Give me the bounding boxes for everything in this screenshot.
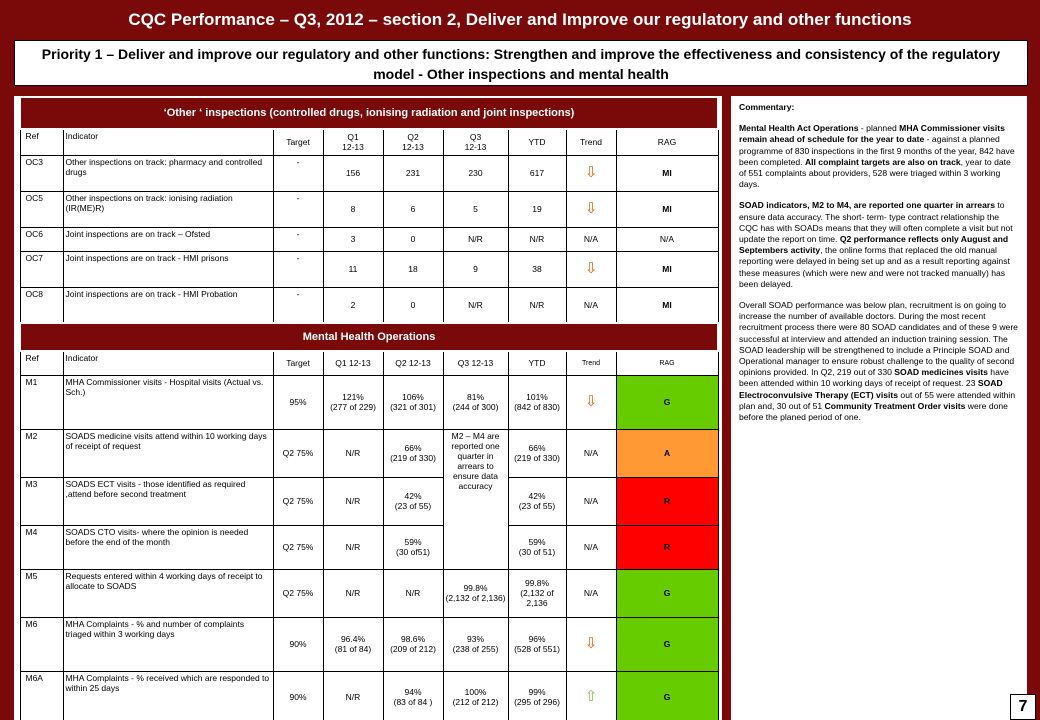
row-ref: M3 [20, 477, 63, 525]
header-q3-year: 12-13 [464, 142, 487, 153]
cell-value: 100% [464, 687, 487, 697]
row-q3: 5 [443, 191, 508, 227]
commentary-panel [731, 96, 1027, 720]
rag-badge: MI [616, 287, 718, 323]
commentary-paragraph [739, 200, 1019, 290]
row-indicator: SOADS medicine visits attend within 10 working days of receipt of request [63, 429, 273, 477]
header-trend: Trend [566, 351, 616, 375]
row-target: Q2 75% [273, 429, 323, 477]
cell-value: 94% [404, 687, 422, 697]
row-ytd [508, 525, 566, 569]
page-title: CQC Performance – Q3, 2012 – section 2, Deliver and Improve our regulatory and other functions [128, 10, 912, 29]
row-q3: 9 [443, 251, 508, 287]
commentary-paragraph [739, 300, 1019, 423]
commentary-text: were done before the planed period of one. [739, 400, 1008, 423]
header-q1-year: 12-13 [342, 142, 364, 153]
trend-down-arrow-icon: ⇩ [584, 260, 598, 277]
cell-detail: (219 of 330) [514, 453, 560, 463]
row-ref: M2 [20, 429, 63, 477]
trend-down-arrow-icon: ⇩ [584, 393, 598, 410]
trend-cell: N/A [566, 429, 616, 477]
table-row [20, 429, 718, 477]
cell-value: 98.6% [400, 634, 426, 644]
row-ytd [508, 617, 566, 671]
commentary-text: Community Treatment Order visits [824, 400, 966, 411]
cell-detail: (209 of 212) [390, 644, 436, 654]
cell-detail: (30 of51) [395, 547, 431, 557]
header-ytd: YTD [508, 129, 566, 155]
row-ref: OC8 [20, 287, 63, 323]
header-target: Target [273, 129, 323, 155]
trend-cell: N/A [566, 569, 616, 617]
other-inspections-header-row [20, 129, 718, 155]
row-ref: OC7 [20, 251, 63, 287]
header-q3-label: Q3 [469, 132, 482, 143]
row-q1 [323, 375, 383, 429]
row-ref: OC6 [20, 227, 63, 251]
cell-value: 66% [528, 443, 546, 453]
commentary-text: out of 55 were attended within plan and, 30 out of 51 [739, 389, 1016, 411]
trend-cell [566, 191, 616, 227]
row-q2 [383, 569, 443, 617]
cell-value: N/R [405, 588, 421, 598]
header-ytd: YTD [508, 351, 566, 375]
row-q3 [443, 375, 508, 429]
row-q3 [443, 617, 508, 671]
row-q2: 18 [383, 251, 443, 287]
row-target: - [273, 191, 323, 227]
table-row [20, 191, 718, 227]
header-q3 [443, 129, 508, 155]
cell-value: 81% [466, 392, 484, 402]
cell-value: 42% [528, 491, 546, 501]
header-q2: Q2 12-13 [383, 351, 443, 375]
row-q1 [323, 671, 383, 720]
cell-value: 106% [402, 392, 424, 402]
table-row [20, 155, 718, 191]
cell-detail: (238 of 255) [452, 644, 499, 654]
trend-cell [566, 617, 616, 671]
cell-detail: (212 of 212) [452, 697, 499, 707]
commentary-heading: Commentary: [739, 102, 795, 112]
trend-cell [566, 671, 616, 720]
row-indicator: Other inspections on track: pharmacy and controlled drugs [63, 155, 273, 191]
row-target: 95% [273, 375, 323, 429]
rag-badge: R [616, 477, 718, 525]
trend-cell: N/A [566, 287, 616, 323]
row-ref: M5 [20, 569, 63, 617]
rag-badge: MI [616, 251, 718, 287]
header-ref: Ref [20, 129, 63, 155]
table-row [20, 251, 718, 287]
row-ref: M6A [20, 671, 63, 720]
row-ytd: 617 [508, 155, 566, 191]
row-indicator: Joint inspections are on track - HMI prisons [63, 251, 273, 287]
row-q2 [383, 429, 443, 477]
row-ytd [508, 671, 566, 720]
row-ytd [508, 569, 566, 617]
mental-health-section-header [20, 323, 718, 351]
rag-badge: MI [616, 191, 718, 227]
commentary-paragraph [739, 123, 1019, 190]
cell-detail: (2,132 of 2,136) [445, 593, 506, 603]
row-target: - [273, 227, 323, 251]
other-inspections-section-header [20, 97, 718, 129]
header-q3: Q3 12-13 [443, 351, 508, 375]
trend-down-arrow-icon: ⇩ [584, 164, 598, 181]
rag-badge: N/A [616, 227, 718, 251]
commentary-text: SOAD Electroconvulsive Therapy (ECT) visits [739, 378, 1003, 400]
cell-detail: (842 of 830) [514, 402, 560, 412]
header-indicator: Indicator [63, 129, 273, 155]
table-row [20, 227, 718, 251]
cell-detail: (277 of 229) [330, 402, 376, 412]
row-indicator: MHA Complaints - % received which are responded to within 25 days [63, 671, 273, 720]
row-q1 [323, 525, 383, 569]
page-number: 7 [1010, 694, 1036, 720]
header-rag: RAG [616, 129, 718, 155]
row-ytd: N/R [508, 227, 566, 251]
table-row [20, 375, 718, 429]
row-q2: 6 [383, 191, 443, 227]
row-target: 90% [273, 671, 323, 720]
row-q2 [383, 525, 443, 569]
row-q2: 231 [383, 155, 443, 191]
row-target: - [273, 155, 323, 191]
row-q1 [323, 429, 383, 477]
commentary-text: have been attended within 10 working days of receipt of request. 23 [739, 367, 1009, 389]
row-indicator: MHA Complaints - % and number of complaints triaged within 3 working days [63, 617, 273, 671]
header-q1-label: Q1 [347, 132, 359, 143]
cell-value: 42% [404, 491, 422, 501]
cell-value: 93% [466, 634, 484, 644]
performance-table-panel [14, 96, 722, 720]
trend-cell: N/A [566, 227, 616, 251]
trend-cell [566, 155, 616, 191]
row-q1: 11 [323, 251, 383, 287]
cell-value: 59% [528, 537, 546, 547]
row-q1: 8 [323, 191, 383, 227]
rag-badge: MI [616, 155, 718, 191]
trend-up-arrow-icon: ⇧ [584, 688, 598, 705]
row-indicator: SOADS ECT visits - those identified as required ,attend before second treatment [63, 477, 273, 525]
cell-detail: (23 of 55) [394, 501, 432, 511]
table-row [20, 617, 718, 671]
header-q1: Q1 12-13 [323, 351, 383, 375]
row-q3 [443, 671, 508, 720]
commentary-text: MHA Commissioner visits remain ahead of schedule for the year to date [739, 123, 1005, 145]
row-ref: OC5 [20, 191, 63, 227]
row-q3: 230 [443, 155, 508, 191]
commentary-text: Q2 performance reflects only August and Septembers activity [739, 234, 1009, 256]
header-target: Target [273, 351, 323, 375]
table-row [20, 569, 718, 617]
trend-cell [566, 375, 616, 429]
row-indicator: Other inspections on track: ionising radiation (IR(ME)R) [63, 191, 273, 227]
row-indicator: Joint inspections are on track - HMI Probation [63, 287, 273, 323]
row-q3 [443, 569, 508, 617]
row-indicator: MHA Commissioner visits - Hospital visits (Actual vs. Sch.) [63, 375, 273, 429]
trend-down-arrow-icon: ⇩ [584, 200, 598, 217]
header-rag: RAG [616, 351, 718, 375]
row-q1 [323, 569, 383, 617]
row-ytd [508, 429, 566, 477]
row-indicator: SOADS CTO visits- where the opinion is needed before the end of the month [63, 525, 273, 569]
header-ref: Ref [20, 351, 63, 375]
trend-cell: N/A [566, 477, 616, 525]
mental-health-header-row [20, 351, 718, 375]
row-q2 [383, 477, 443, 525]
row-target: Q2 75% [273, 569, 323, 617]
row-target: Q2 75% [273, 525, 323, 569]
cell-value: 99.8% [463, 583, 488, 593]
cell-value: N/R [345, 692, 361, 702]
header-q2-label: Q2 [407, 132, 419, 143]
row-ytd: 19 [508, 191, 566, 227]
cell-value: 59% [404, 537, 422, 547]
cell-detail: (244 of 300) [452, 402, 499, 412]
row-q1 [323, 617, 383, 671]
row-q1: 156 [323, 155, 383, 191]
header-trend: Trend [566, 129, 616, 155]
header-q2-year: 12-13 [402, 142, 424, 153]
cell-detail: (30 of 51) [518, 547, 556, 557]
commentary-text: Mental Health Act Operations [739, 123, 859, 134]
commentary-text: - against a planned programme of 830 inspections in the first 9 months of the year, 842 have been completed. [739, 134, 1015, 167]
cell-value: N/R [345, 496, 361, 506]
commentary-text: SOAD indicators, M2 to M4, are reported one quarter in arrears [739, 200, 995, 211]
commentary-text: SOAD medicines visits [894, 367, 988, 378]
cell-value: 66% [404, 443, 422, 453]
cell-value: 99% [528, 687, 546, 697]
commentary-text: , year to date of 551 complaints about providers, 528 were triaged within 3 working days. [739, 156, 1011, 190]
commentary-text: Overall SOAD performance was below plan, recruitment is on going to increase the number of available doctors. During the most recent recruitment process there were 80 SOAD candidates and of these 9 were successful at interview and attended an induction training session. The SOAD leadership will be strengthened to include a Principle SOAD and Operational manager to ensure robust challenge to the quality of second opinions provided. In Q2, 219 out of 330 [739, 300, 1018, 378]
row-ref: M4 [20, 525, 63, 569]
row-q2: 0 [383, 227, 443, 251]
row-ytd: 38 [508, 251, 566, 287]
header-q2 [383, 129, 443, 155]
row-ref: M6 [20, 617, 63, 671]
commentary-text: - planned [858, 123, 900, 134]
row-q1 [323, 477, 383, 525]
mental-health-title: Mental Health Operations [20, 323, 718, 351]
cell-detail: (219 of 330) [390, 453, 436, 463]
row-q1: 3 [323, 227, 383, 251]
other-inspections-title: ‘Other ‘ inspections (controlled drugs, ionising radiation and joint inspections) [20, 97, 718, 129]
commentary-text: All complaint targets are also on track [804, 156, 961, 167]
row-target: - [273, 251, 323, 287]
row-ytd [508, 375, 566, 429]
row-indicator: Joint inspections are on track – Ofsted [63, 227, 273, 251]
cell-detail: (81 of 84) [334, 644, 372, 654]
rag-badge: G [616, 671, 718, 720]
cell-detail: (295 of 296) [514, 697, 560, 707]
rag-badge: G [616, 375, 718, 429]
cell-value: 96.4% [340, 634, 366, 644]
row-target: - [273, 287, 323, 323]
commentary-text: , the online forms that replaced the old manual reporting were delayed in being set up and as a result reporting against these measures (which were new and were not tracked manually) has been delayed. [739, 245, 1010, 289]
row-q1: 2 [323, 287, 383, 323]
cell-value: N/R [345, 542, 361, 552]
row-q2 [383, 617, 443, 671]
row-q2 [383, 375, 443, 429]
row-q2 [383, 671, 443, 720]
row-q2: 0 [383, 287, 443, 323]
row-q3-merged-note: M2 – M4 are reported one quarter in arrears to ensure data accuracy [443, 429, 508, 569]
header-indicator: Indicator [63, 351, 273, 375]
row-ref: M1 [20, 375, 63, 429]
row-ytd: N/R [508, 287, 566, 323]
rag-badge: G [616, 617, 718, 671]
cell-detail: (528 of 551) [514, 644, 560, 654]
cell-value: 99.8% [524, 578, 550, 588]
row-indicator: Requests entered within 4 working days of receipt to allocate to SOADS [63, 569, 273, 617]
rag-badge: R [616, 525, 718, 569]
row-ytd [508, 477, 566, 525]
trend-cell [566, 251, 616, 287]
table-row [20, 477, 718, 525]
row-ref: OC3 [20, 155, 63, 191]
cell-detail: (23 of 55) [518, 501, 556, 511]
trend-down-arrow-icon: ⇩ [584, 635, 598, 652]
cell-detail: (83 of 84 ) [393, 697, 433, 707]
cell-value: N/R [345, 448, 361, 458]
cell-value: N/R [345, 588, 361, 598]
cell-value: 121% [342, 392, 364, 402]
cell-detail: (2,132 of 2,136 [520, 588, 554, 608]
trend-cell: N/A [566, 525, 616, 569]
commentary-text: to ensure data accuracy. The short- term- type contract relationship the CQC has with SOADs means that they will often complete a visit but not update the report on time. [739, 200, 1013, 245]
row-target: Q2 75% [273, 477, 323, 525]
row-q3: N/R [443, 287, 508, 323]
row-q3: N/R [443, 227, 508, 251]
cell-value: 101% [526, 392, 548, 402]
rag-badge: G [616, 569, 718, 617]
priority-banner: Priority 1 – Deliver and improve our regulatory and other functions: Strengthen and improve the effectiveness and consistency of the regulatory model - Other inspections and mental health [14, 40, 1028, 86]
rag-badge: A [616, 429, 718, 477]
cell-detail: (321 of 301) [390, 402, 436, 412]
table-row [20, 287, 718, 323]
row-target: 90% [273, 617, 323, 671]
performance-table [19, 96, 719, 720]
table-row [20, 671, 718, 720]
header-q1 [323, 129, 383, 155]
table-row [20, 525, 718, 569]
cell-value: 96% [528, 634, 546, 644]
